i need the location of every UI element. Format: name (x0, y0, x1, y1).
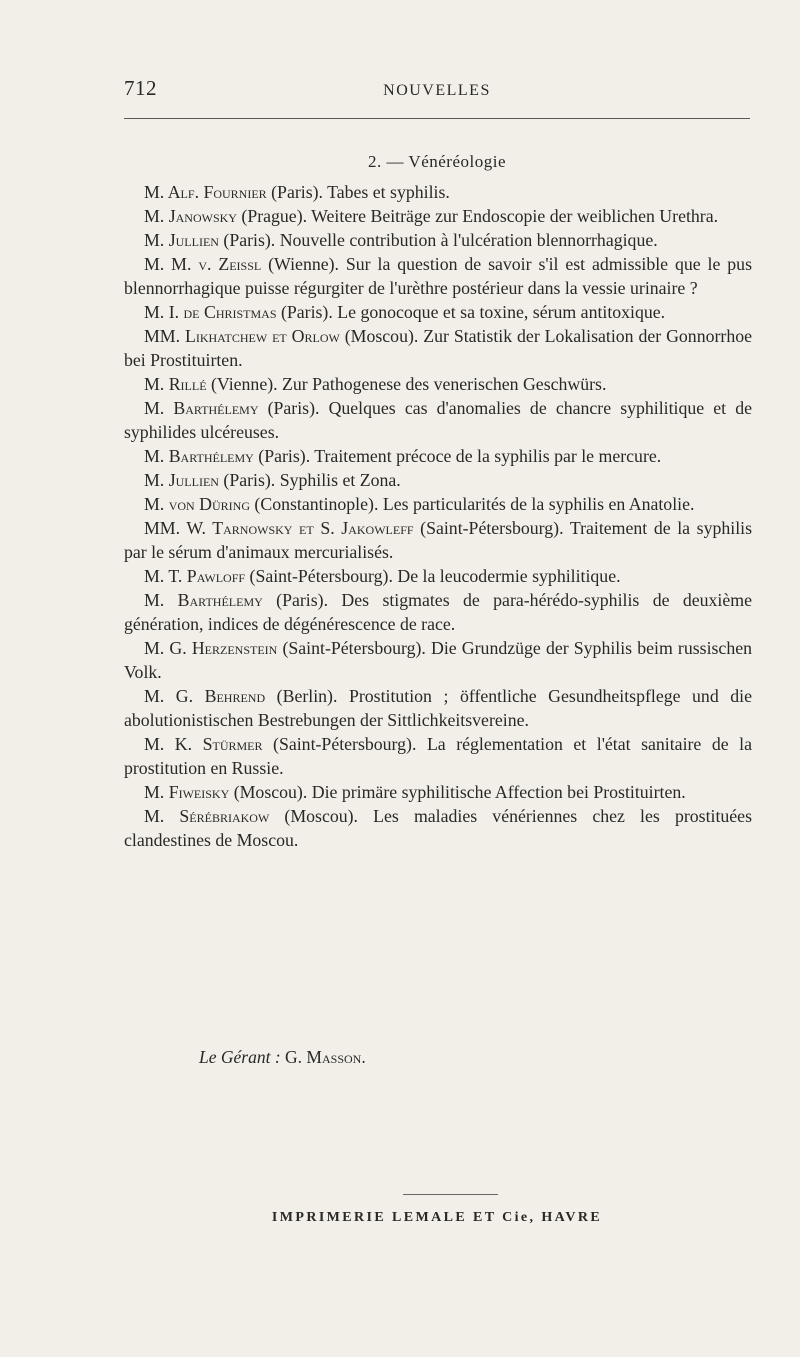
entry-text: (Paris). Quelques cas d'anomalies de chancre syphilitique et de syphilides ulcéreuses. (124, 398, 752, 442)
list-item (124, 588, 752, 636)
signature-label: Le Gérant : (199, 1047, 281, 1067)
entry-text: (Berlin). Prostitution ; öffentliche Gesundheitspflege und die abolutionistischen Bestrebungen der Sittlichkeitsvereine. (124, 686, 752, 730)
entry-text: (Constantinople). Les particularités de la syphilis en Anatolie. (249, 494, 695, 514)
list-item (124, 684, 752, 732)
signature-name: Masson (306, 1047, 362, 1067)
list-item (124, 636, 752, 684)
footer-rule (403, 1194, 498, 1195)
entry-list (124, 180, 752, 852)
entry-text: (Saint-Pétersbourg). La réglementation et l'état sanitaire de la prostitution en Russie. (124, 734, 752, 778)
entry-author: M. Barthélemy (144, 398, 259, 418)
entry-text: (Saint-Pétersbourg). Traitement de la syphilis par le sérum d'animaux mercurialisés. (124, 518, 753, 562)
entry-author: M. Sérébriakow (144, 806, 270, 826)
printer-imprint: IMPRIMERIE LEMALE ET Cie, HAVRE (271, 1210, 603, 1225)
list-item (124, 804, 752, 852)
entry-author: M. von Düring (144, 494, 250, 514)
entry-author: M. Rillé (144, 374, 207, 394)
header-rule (124, 118, 750, 119)
list-item (124, 468, 752, 492)
entry-text: (Paris). Des stigmates de para-hérédo-syphilis de deuxième génération, indices de dégénérescence de race. (124, 590, 752, 634)
entry-text: (Vienne). Zur Pathogenese des venerischen Geschwürs. (206, 374, 607, 394)
signature-line (199, 1047, 366, 1068)
entry-author: M. Barthélemy (144, 446, 254, 466)
list-item (124, 228, 752, 252)
entry-text: (Paris). Nouvelle contribution à l'ulcération blennorrhagique. (218, 230, 658, 250)
list-item (124, 204, 752, 228)
entry-author: M. Fiweisky (144, 782, 230, 802)
entry-text: (Prague). Weitere Beiträge zur Endoscopie der weiblichen Urethra. (236, 206, 719, 226)
list-item (124, 732, 752, 780)
entry-author: M. Janowsky (144, 206, 237, 226)
entry-author: M. G. Behrend (144, 686, 266, 706)
entry-author: M. Jullien (144, 230, 219, 250)
page-number: 712 (124, 76, 157, 100)
entry-text: (Moscou). Les maladies vénériennes chez les prostituées clandestines de Moscou. (124, 806, 752, 850)
entry-text: (Saint-Pétersbourg). De la leucodermie syphilitique. (245, 566, 621, 586)
entry-text: (Paris). Traitement précoce de la syphilis par le mercure. (253, 446, 662, 466)
running-title: NOUVELLES (383, 82, 491, 99)
entry-author: M. M. v. Zeissl (144, 254, 262, 274)
list-item (124, 492, 752, 516)
entry-text: (Paris). Tabes et syphilis. (266, 182, 450, 202)
section-title: 2. — Vénéréologie (367, 152, 506, 171)
entry-author: MM. Likhatchew et Orlow (144, 326, 340, 346)
list-item (124, 564, 752, 588)
entry-author: M. I. de Christmas (144, 302, 277, 322)
entry-author: MM. W. Tarnowsky et S. Jakowleff (144, 518, 414, 538)
list-item (124, 252, 752, 300)
list-item (124, 180, 752, 204)
page-header (124, 76, 750, 106)
list-item (124, 516, 752, 564)
entry-text: (Paris). Le gonocoque et sa toxine, sérum antitoxique. (276, 302, 666, 322)
list-item (124, 444, 752, 468)
list-item (124, 372, 752, 396)
entry-text: (Paris). Syphilis et Zona. (218, 470, 401, 490)
entry-author: M. Jullien (144, 470, 219, 490)
entry-author: M. K. Stürmer (144, 734, 263, 754)
entry-text: (Wienne). Sur la question de savoir s'il est admissible que le pus blennorrhagique puisse régurgiter de l'urèthre postérieur dans la vessie urinaire ? (124, 254, 752, 298)
entry-author: M. T. Pawloff (144, 566, 246, 586)
signature-period: . (361, 1047, 366, 1067)
entry-text: (Moscou). Die primäre syphilitische Affection bei Prostituirten. (229, 782, 686, 802)
list-item (124, 396, 752, 444)
entry-author: M. Alf. Fournier (144, 182, 267, 202)
list-item (124, 300, 752, 324)
entry-author: M. G. Herzenstein (144, 638, 278, 658)
signature-initial: G. (285, 1047, 303, 1067)
entry-text: (Saint-Pétersbourg). Die Grundzüge der Syphilis beim russischen Volk. (124, 638, 752, 682)
list-item (124, 780, 752, 804)
entry-text: (Moscou). Zur Statistik der Lokalisation der Gonnorrhoe bei Prostituirten. (124, 326, 752, 370)
entry-author: M. Barthélemy (144, 590, 263, 610)
list-item (124, 324, 752, 372)
